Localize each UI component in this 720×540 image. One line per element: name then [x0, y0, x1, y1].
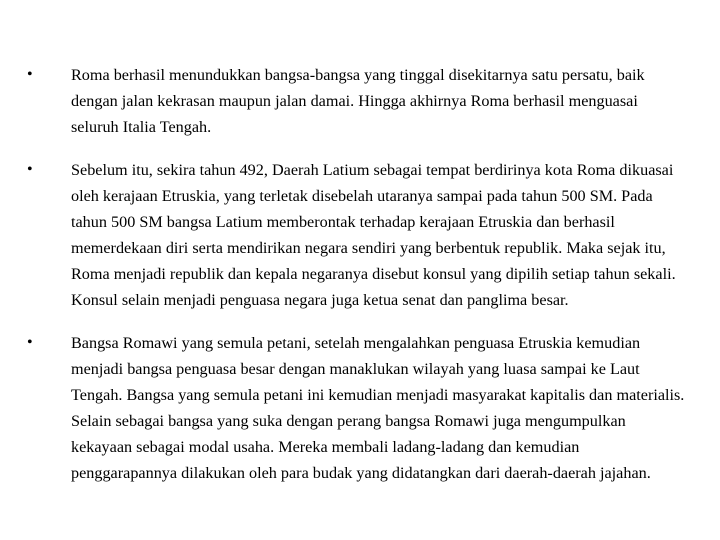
bullet-text: Sebelum itu, sekira tahun 492, Daerah Latium sebagai tempat berdirinya kota Roma dikuasai oleh kerajaan Etruskia, yang terletak disebelah utaranya sampai pada tahun 500 SM. Pada tahun 500 SM bangsa Latium memberontak terhadap kerajaan Etruskia dan berhasil memerdekaan diri serta mendirikan negara sendiri yang berbentuk republik. Maka sejak itu, Roma menjadi republik dan kepala negaranya disebut konsul yang dipilih setiap tahun sekali. Konsul selain menjadi penguasa negara juga ketua senat dan panglima besar.	[71, 161, 676, 309]
bullet-list	[26, 62, 686, 503]
list-item	[26, 62, 686, 140]
bullet-icon: •	[27, 334, 33, 351]
bullet-icon: •	[27, 66, 33, 83]
list-item	[26, 157, 686, 313]
bullet-icon: •	[27, 161, 33, 178]
bullet-text: Bangsa Romawi yang semula petani, setelah mengalahkan penguasa Etruskia kemudian menjadi bangsa penguasa besar dengan manaklukan wilayah yang luasa sampai ke Laut Tengah. Bangsa yang semula petani ini kemudian menjadi masyarakat kapitalis dan materialis. Selain sebagai bangsa yang suka dengan perang bangsa Romawi juga mengumpulkan kekayaan sebagai modal usaha. Mereka membali ladang-ladang dan kemudian penggarapannya dilakukan oleh para budak yang didatangkan dari daerah-daerah jajahan.	[71, 334, 685, 482]
bullet-text: Roma berhasil menundukkan bangsa-bangsa yang tinggal disekitarnya satu persatu, baik dengan jalan kekrasan maupun jalan damai. Hingga akhirnya Roma berhasil menguasai seluruh Italia Tengah.	[71, 66, 645, 136]
list-item	[26, 330, 686, 486]
